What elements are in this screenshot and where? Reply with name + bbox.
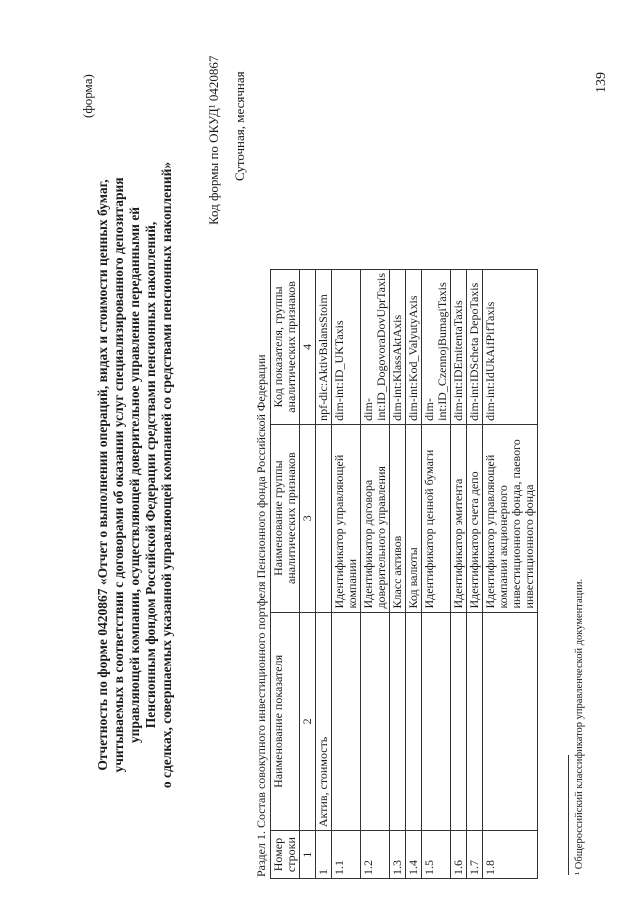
footnote-divider [568, 755, 569, 875]
col-index: 4 [300, 270, 316, 425]
table-row [316, 270, 332, 879]
table-row [390, 270, 406, 879]
table-row [422, 270, 451, 879]
header-group-name: Наименование группы аналитических признаков [271, 424, 300, 612]
footnote: ¹ Общероссийский классификатор управленческой документации. [574, 578, 585, 875]
form-label: (форма) [80, 74, 95, 118]
col-index: 1 [300, 831, 316, 879]
indicator-code: dim-int:IdUkAifPifTaxis [483, 270, 538, 425]
page-number: 139 [594, 72, 609, 93]
indicator-name [483, 612, 538, 831]
indicator-name [390, 612, 406, 831]
table-row [406, 270, 422, 879]
table-row [483, 270, 538, 879]
indicator-name [361, 612, 390, 831]
indicator-name [332, 612, 361, 831]
title-line: о сделках, совершаемых указанной управляющей компанией со средствами пенсионных накоплений» [159, 161, 174, 789]
table-row [361, 270, 390, 879]
title-line: Пенсионным фондом Российской Федерации средствами пенсионных накоплений, [143, 221, 158, 729]
okud-code: Код формы по ОКУД¹ 0420867 [206, 55, 221, 225]
group-name [316, 424, 332, 612]
group-name: Идентификатор счета депо [467, 424, 483, 612]
row-number: 1.6 [451, 831, 467, 879]
indicator-name [406, 612, 422, 831]
table-row [451, 270, 467, 879]
group-name: Идентификатор управляющей компании акционерного инвестиционного фонда, паевого инвестиционного фонда [483, 424, 538, 612]
indicator-code: dim-int:ID_UKTaxis [332, 270, 361, 425]
table-header-row [271, 270, 300, 879]
row-number: 1.5 [422, 831, 451, 879]
indicator-name [467, 612, 483, 831]
indicator-code: dim-int:IDScheta DepoTaxis [467, 270, 483, 425]
col-index: 2 [300, 612, 316, 831]
group-name: Идентификатор договора доверительного управления [361, 424, 390, 612]
indicator-code: dim-int:ID_DogovoraDovUprTaxis [361, 270, 390, 425]
indicator-name [451, 612, 467, 831]
indicator-code: dim-int:ID_CzennojBumagiTaxis [422, 270, 451, 425]
title-line: управляющей компании, осуществляющей доверительное управление переданными ей [127, 206, 142, 744]
row-number: 1.7 [467, 831, 483, 879]
document-title [95, 155, 175, 795]
row-number: 1 [316, 831, 332, 879]
indicator-code: dim-int:KlassAktAxis [390, 270, 406, 425]
indicator-name [422, 612, 451, 831]
col-index: 3 [300, 424, 316, 612]
indicator-name: Актив, стоимость [316, 612, 332, 831]
indicators-table [270, 269, 538, 879]
header-row-number: Номер строки [271, 831, 300, 879]
title-line: Отчетность по форме 0420867 «Отчет о выполнении операций, видах и стоимости ценных бумаг, [95, 179, 110, 771]
indicator-code: dim-int:IDEmitentaTaxis [451, 270, 467, 425]
row-number: 1.8 [483, 831, 538, 879]
row-number: 1.1 [332, 831, 361, 879]
report-period: Суточная, месячная [232, 71, 247, 181]
group-name: Идентификатор эмитента [451, 424, 467, 612]
section-title: Раздел 1. Состав совокупного инвестиционного портфеля Пенсионного фонда Российской Федерации [254, 354, 268, 877]
header-indicator-name: Наименование показателя [271, 612, 300, 831]
group-name: Идентификатор ценной бумаги [422, 424, 451, 612]
row-number: 1.2 [361, 831, 390, 879]
indicator-code: npf-dic:AktivBalansStoim [316, 270, 332, 425]
title-line: учитываемых в соответствии с договорами об оказании услуг специализированного депозитария [111, 177, 126, 773]
table-row [467, 270, 483, 879]
column-index-row [300, 270, 316, 879]
group-name: Код валюты [406, 424, 422, 612]
row-number: 1.4 [406, 831, 422, 879]
row-number: 1.3 [390, 831, 406, 879]
group-name: Идентификатор управляющей компании [332, 424, 361, 612]
indicator-code: dim-int:Kod_ValyutyAxis [406, 270, 422, 425]
group-name: Класс активов [390, 424, 406, 612]
header-code: Код показателя, группы аналитических признаков [271, 270, 300, 425]
table-row [332, 270, 361, 879]
